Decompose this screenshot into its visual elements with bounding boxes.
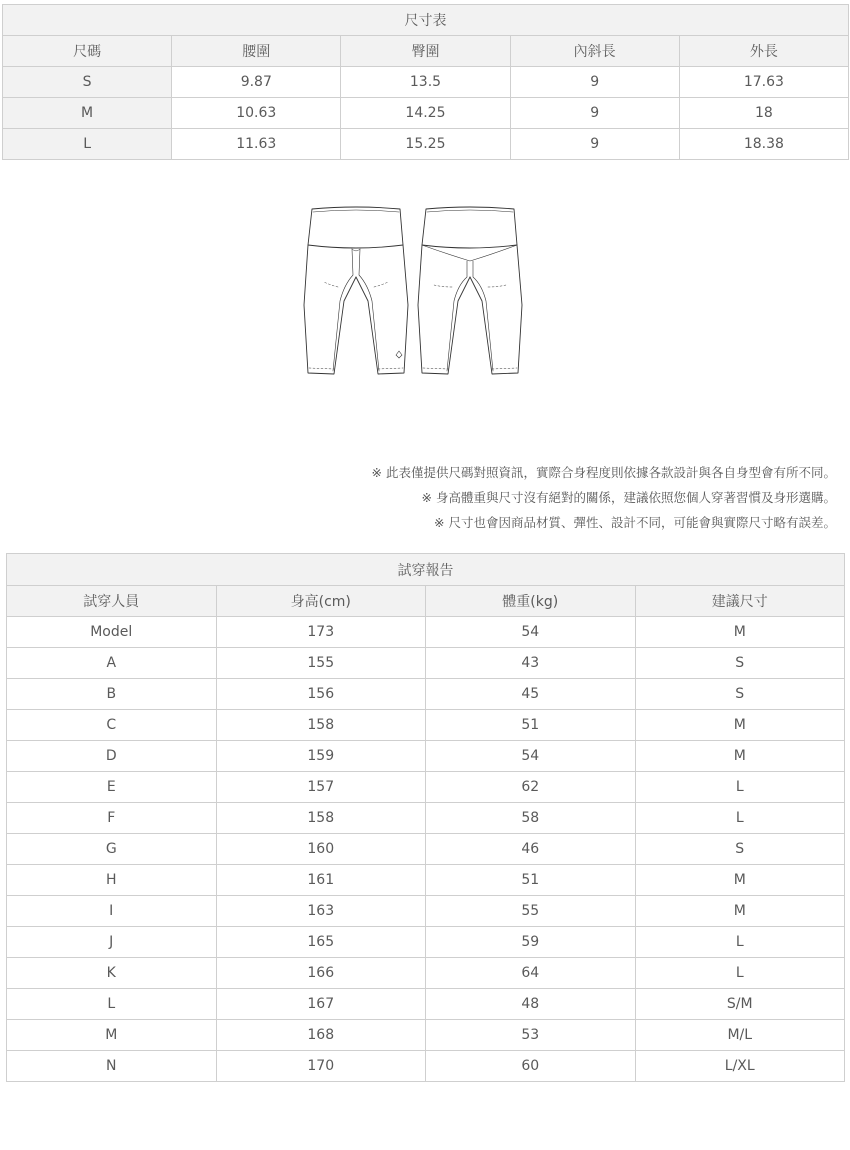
size-cell-label: S <box>3 67 172 98</box>
shorts-illustration <box>300 205 530 377</box>
fit-cell-tester: E <box>7 772 217 803</box>
fit-report-row <box>7 989 845 1020</box>
fit-report-row <box>7 1020 845 1051</box>
note-line: ※ 身高體重與尺寸沒有絕對的關係，建議依照您個人穿著習慣及身形選購。 <box>421 490 836 505</box>
fit-report-header-row <box>7 586 845 617</box>
fit-cell-tester: C <box>7 710 217 741</box>
fit-cell: S <box>635 648 845 679</box>
fit-cell: 167 <box>216 989 426 1020</box>
fit-cell: M <box>635 896 845 927</box>
fit-report-title-row <box>7 554 845 586</box>
fit-report-row <box>7 741 845 772</box>
fit-cell: M <box>635 865 845 896</box>
fit-cell: L <box>635 958 845 989</box>
size-cell: 15.25 <box>341 129 510 160</box>
fit-cell: 53 <box>426 1020 636 1051</box>
fit-cell-tester: J <box>7 927 217 958</box>
fit-cell: L <box>635 803 845 834</box>
fit-cell: 62 <box>426 772 636 803</box>
fit-cell: 158 <box>216 710 426 741</box>
fit-cell: 173 <box>216 617 426 648</box>
fit-cell: 55 <box>426 896 636 927</box>
size-row <box>3 67 849 98</box>
fit-cell: 46 <box>426 834 636 865</box>
fit-cell: M/L <box>635 1020 845 1051</box>
fit-cell: 51 <box>426 865 636 896</box>
fit-cell: L <box>635 772 845 803</box>
fit-report-row <box>7 927 845 958</box>
note-line: ※ 尺寸也會因商品材質、彈性、設計不同，可能會與實際尺寸略有誤差。 <box>434 515 836 530</box>
fit-cell: M <box>635 741 845 772</box>
fit-cell-tester: K <box>7 958 217 989</box>
size-cell: 18.38 <box>679 129 848 160</box>
fit-cell: 170 <box>216 1051 426 1082</box>
size-chart-header-row <box>3 36 849 67</box>
fit-report-row <box>7 772 845 803</box>
fit-cell-tester: B <box>7 679 217 710</box>
fit-cell: L <box>635 927 845 958</box>
fit-header-tester: 試穿人員 <box>7 586 217 617</box>
fit-cell: 168 <box>216 1020 426 1051</box>
size-cell: 14.25 <box>341 98 510 129</box>
fit-cell: 158 <box>216 803 426 834</box>
fit-cell: 160 <box>216 834 426 865</box>
fit-header-height: 身高(cm) <box>216 586 426 617</box>
size-cell-label: M <box>3 98 172 129</box>
fit-header-recommended-size: 建議尺寸 <box>635 586 845 617</box>
size-cell: 9 <box>510 67 679 98</box>
fit-cell: 58 <box>426 803 636 834</box>
fit-report-row <box>7 803 845 834</box>
size-chart-title-row <box>3 5 849 36</box>
fit-cell: 45 <box>426 679 636 710</box>
size-header-size: 尺碼 <box>3 36 172 67</box>
note-line: ※ 此表僅提供尺碼對照資訊，實際合身程度則依據各款設計與各自身型會有所不同。 <box>371 465 836 480</box>
fit-cell: 159 <box>216 741 426 772</box>
fit-cell: 163 <box>216 896 426 927</box>
fit-report-row <box>7 617 845 648</box>
fit-report-row <box>7 896 845 927</box>
fit-cell-tester: M <box>7 1020 217 1051</box>
fit-report-row <box>7 679 845 710</box>
fit-cell: 54 <box>426 741 636 772</box>
size-cell: 9.87 <box>172 67 341 98</box>
fit-cell: 155 <box>216 648 426 679</box>
size-row <box>3 98 849 129</box>
fit-cell: 59 <box>426 927 636 958</box>
size-header-outseam: 外長 <box>679 36 848 67</box>
fit-cell: S <box>635 834 845 865</box>
fit-cell: 51 <box>426 710 636 741</box>
fit-report-title: 試穿報告 <box>7 554 845 586</box>
shorts-front-drawing <box>304 207 408 374</box>
fit-cell: 156 <box>216 679 426 710</box>
size-cell: 17.63 <box>679 67 848 98</box>
fit-report-row <box>7 1051 845 1082</box>
fit-report-row <box>7 648 845 679</box>
fit-cell: 54 <box>426 617 636 648</box>
fit-report-row <box>7 834 845 865</box>
fit-cell-tester: I <box>7 896 217 927</box>
fit-report-row <box>7 710 845 741</box>
fit-cell: 43 <box>426 648 636 679</box>
fit-cell-tester: A <box>7 648 217 679</box>
fit-cell: M <box>635 617 845 648</box>
fit-cell: S/M <box>635 989 845 1020</box>
size-header-waist: 腰圍 <box>172 36 341 67</box>
size-cell: 9 <box>510 98 679 129</box>
fit-cell-tester: D <box>7 741 217 772</box>
shorts-back-drawing <box>418 207 522 374</box>
fit-header-weight: 體重(kg) <box>426 586 636 617</box>
fit-cell-tester: Model <box>7 617 217 648</box>
size-cell: 13.5 <box>341 67 510 98</box>
fit-cell: 64 <box>426 958 636 989</box>
size-cell: 10.63 <box>172 98 341 129</box>
size-notes <box>372 460 836 535</box>
fit-report-row <box>7 958 845 989</box>
fit-cell: 48 <box>426 989 636 1020</box>
fit-report-table <box>6 553 845 1082</box>
size-chart-title: 尺寸表 <box>3 5 849 36</box>
size-header-inseam: 內斜長 <box>510 36 679 67</box>
size-chart-table <box>2 4 849 160</box>
size-cell-label: L <box>3 129 172 160</box>
fit-report-row <box>7 865 845 896</box>
fit-cell-tester: N <box>7 1051 217 1082</box>
fit-cell: 166 <box>216 958 426 989</box>
fit-cell: 165 <box>216 927 426 958</box>
fit-report-body <box>7 554 845 1082</box>
fit-cell: 157 <box>216 772 426 803</box>
size-cell: 11.63 <box>172 129 341 160</box>
fit-cell: S <box>635 679 845 710</box>
size-header-hip: 臀圍 <box>341 36 510 67</box>
fit-cell-tester: L <box>7 989 217 1020</box>
fit-cell-tester: G <box>7 834 217 865</box>
fit-cell: 60 <box>426 1051 636 1082</box>
size-chart-body <box>3 5 849 160</box>
size-cell: 9 <box>510 129 679 160</box>
fit-cell: L/XL <box>635 1051 845 1082</box>
size-row <box>3 129 849 160</box>
fit-cell: M <box>635 710 845 741</box>
fit-cell: 161 <box>216 865 426 896</box>
fit-cell-tester: F <box>7 803 217 834</box>
fit-cell-tester: H <box>7 865 217 896</box>
size-cell: 18 <box>679 98 848 129</box>
